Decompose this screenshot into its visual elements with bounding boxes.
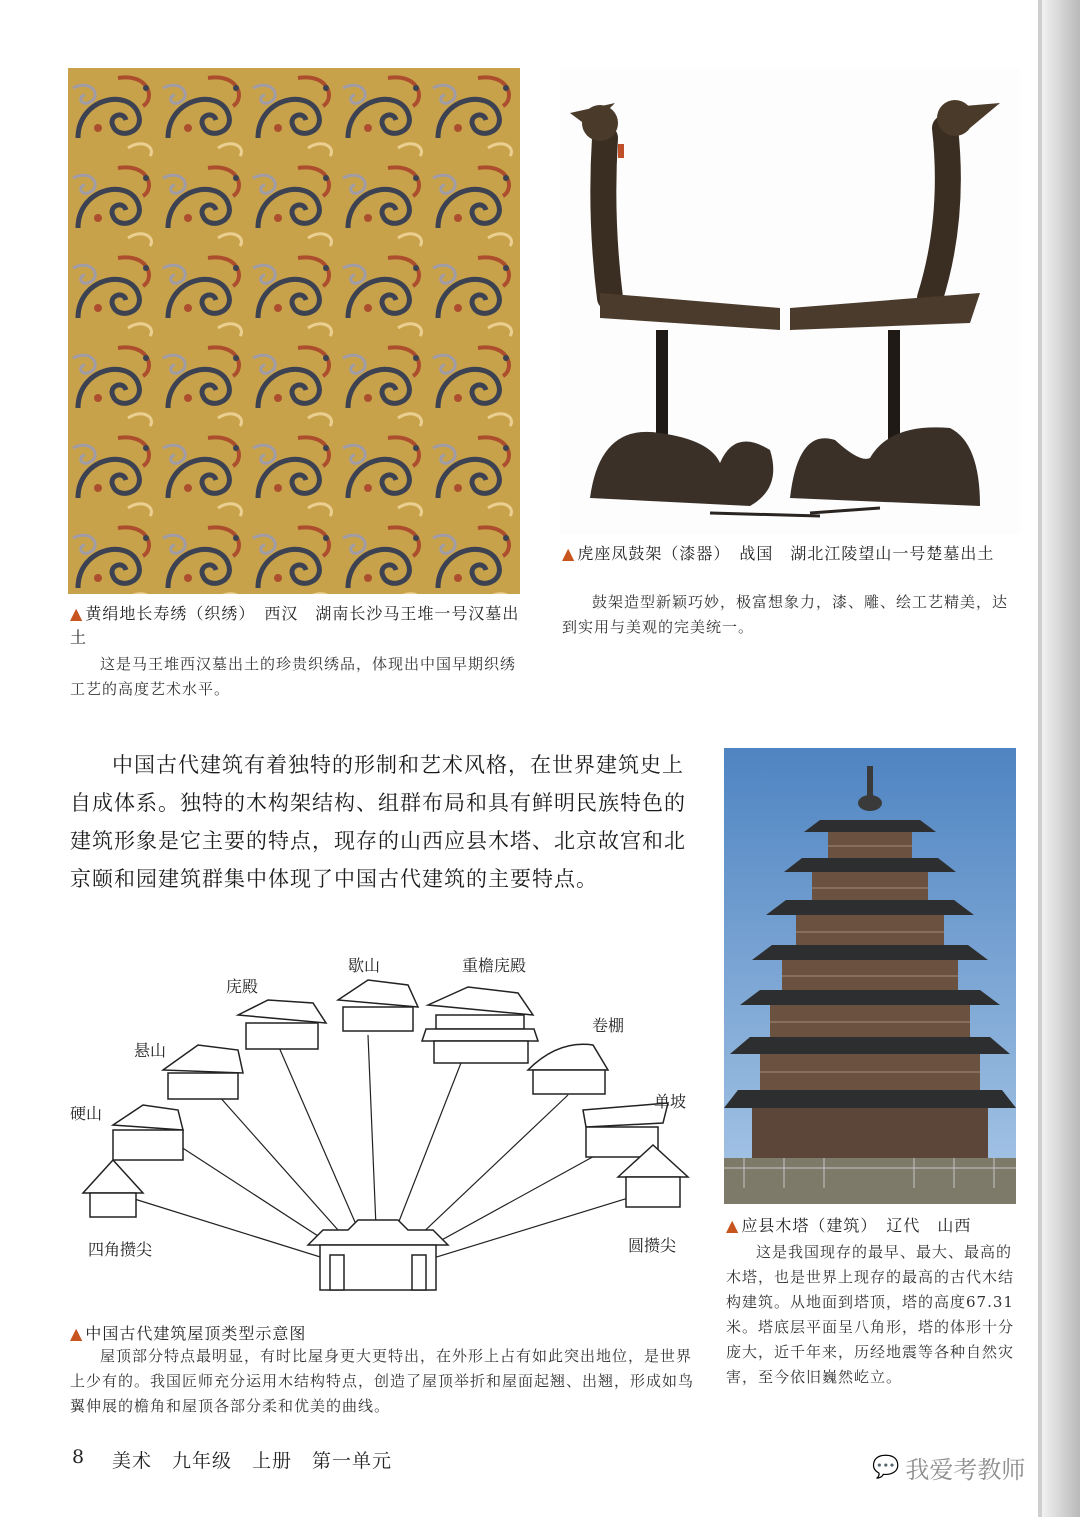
drum-stand-illustration — [560, 68, 1020, 534]
embroidery-photo — [68, 68, 520, 594]
roof-types-diagram — [68, 945, 698, 1315]
book-info: 美术 九年级 上册 第一单元 — [112, 1450, 393, 1472]
roof-diagram-caption-body: 屋顶部分特点最明显，有时比屋身更大更特出，在外形上占有如此突出地位，是世界上少有的。我国匠师充分运用木结构特点，创造了屋顶举折和屋面起翘、出翘，形成如鸟翼伸展的檐角和屋顶各部分柔和优美的曲线。 — [70, 1347, 695, 1415]
triangle-icon: ▲ — [562, 544, 576, 563]
pagoda-photo — [724, 748, 1016, 1204]
label-yuan: 圆攒尖 — [628, 1236, 677, 1255]
embroidery-caption-body: 这是马王堆西汉墓出土的珍贵织绣品，体现出中国早期织绣工艺的高度艺术水平。 — [70, 655, 517, 698]
triangle-icon: ▲ — [70, 604, 84, 623]
drum-stand-caption-title: ▲ 虎座凤鼓架（漆器） 战国 湖北江陵望山一号楚墓出土 — [562, 544, 995, 563]
pagoda-caption-title: ▲ 应县木塔（建筑） 辽代 山西 — [726, 1216, 972, 1235]
drum-stand-photo — [560, 68, 1020, 534]
label-juanpeng: 卷棚 — [592, 1016, 625, 1035]
page-number: 8 — [72, 1446, 86, 1468]
label-yingshan: 硬山 — [70, 1104, 103, 1123]
roof-diagram-caption-title: ▲ 中国古代建筑屋顶类型示意图 — [70, 1324, 307, 1343]
page-edge — [1042, 0, 1080, 1517]
watermark — [872, 1450, 1025, 1485]
chat-bubble-icon: 💬 — [872, 1454, 900, 1480]
label-chongyan: 重檐庑殿 — [462, 956, 527, 975]
drum-stand-caption-body: 鼓架造型新颖巧妙，极富想象力，漆、雕、绘工艺精美，达到实用与美观的完美统一。 — [562, 593, 1009, 636]
embroidery-caption-title: ▲ 黄绢地长寿绣（织绣） 西汉 湖南长沙马王堆一号汉墓出土 — [70, 604, 520, 647]
watermark-text: 我爱考教师 — [905, 1456, 1026, 1484]
triangle-icon: ▲ — [726, 1216, 740, 1235]
pagoda-caption-body: 这是我国现存的最早、最大、最高的木塔，也是世界上现存的最高的古代木结构建筑。从地面到塔顶，塔的高度67.31米。塔底层平面呈八角形，塔的体形十分庞大，近千年来，历经地震等各种自然灾害，至今依旧巍然屹立。 — [726, 1243, 1015, 1386]
label-xieshan: 歇山 — [348, 956, 381, 975]
intro-paragraph: 中国古代建筑有着独特的形制和艺术风格，在世界建筑史上自成体系。独特的木构架结构、组群布局和具有鲜明民族特色的建筑形象是它主要的特点，现存的山西应县木塔、北京故宫和北京颐和园建筑群集中体现了中国古代建筑的主要特点。 — [70, 753, 686, 891]
label-danpo: 单坡 — [654, 1092, 687, 1111]
label-xuanshan: 悬山 — [134, 1041, 167, 1060]
roof-diagram-drawing — [68, 945, 698, 1315]
triangle-icon: ▲ — [70, 1324, 84, 1343]
label-sijiao: 四角攒尖 — [88, 1240, 153, 1259]
label-wudian: 庑殿 — [226, 977, 259, 996]
pagoda-illustration — [724, 748, 1016, 1204]
embroidery-pattern — [68, 68, 520, 594]
